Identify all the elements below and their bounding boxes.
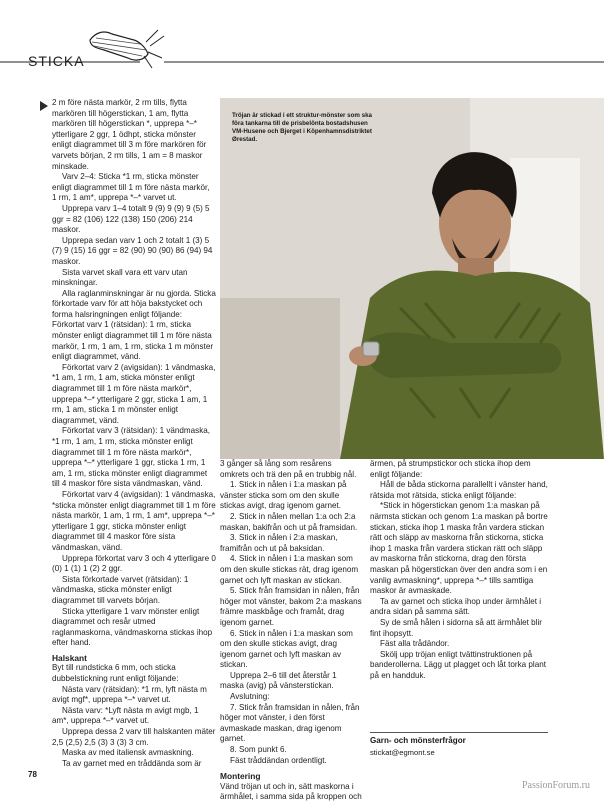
photo-caption: Tröjan är stickad i ett struktur-mönster som ska föra tankarna till de prisbelönta bostadshusen VM-Husene och Bjerget i Köpenhamnsdistriktet Ørestad. xyxy=(232,112,372,143)
section-heading-montering: Montering xyxy=(220,771,261,782)
instruction-paragraph: Förkortat varv 3 (rätsidan): 1 vändmaska, *1 rm, 1 am, 1 rm, sticka mönster enligt diagrammet till 1 m före nästa markör*, upprepa *–* ytterligare 1 ggr, sticka 1 rm, 1 am, 1 rm, sticka mönster enligt diagrammet till 4 maskor före sista vändmaskan, vänd. xyxy=(52,426,210,489)
instruction-paragraph: 5. Stick från framsidan in nålen, från höger mot vänster, bakom 2:a maskans främre maskbåge och framåt, drag igenom garnet. xyxy=(220,586,362,627)
instruction-paragraph: ärmen, på strumpstickor och sticka ihop dem enligt följande: xyxy=(370,459,531,479)
instruction-paragraph: Skölj upp tröjan enligt tvättinstruktionen på banderollerna. Lägg ut plagget och låt torka plant på en handduk. xyxy=(370,649,546,680)
instruction-paragraph: Ta av garnet och sticka ihop under ärmhålet i andra sidan på samma sätt. xyxy=(370,596,542,617)
instruction-paragraph: 1. Stick in nålen i 1:a maskan på vänster sticka som om den skulle stickas avigt, drag igenom garnet. xyxy=(220,480,347,511)
instruction-paragraph: *Stick in högerstickan genom 1:a maskan på närmsta stickan och genom 1:a maskan på bortre stickan, sticka ihop 1 maska från vardera stickan rätt och släpp av maskorna från stickorna, sticka ihop 1 maska från vardera stickan rätt och släpp av maskorna från stickorna, drag den första maskan på högerstickan över den andra som i en vanlig avmaskning*, upprepa *–* tills samtliga maskor är avmaskade. xyxy=(370,501,548,596)
continue-arrow-icon xyxy=(40,101,48,111)
yarn-skein-icon xyxy=(0,0,604,70)
instruction-paragraph: Förkortat varv 2 (avigsidan): 1 vändmaska, *1 am, 1 rm, 1 am, sticka mönster enligt diagrammet till 1 m före nästa markör*, upprepa *–* ytterligare 2 ggr, sticka 1 am, 1 rm, 1 am, sticka 1 m mönster enligt diagrammet, vänd. xyxy=(52,362,216,425)
instruction-paragraph: Upprepa dessa 2 varv till halskanten mäter 2,5 (2,5) 2,5 (3) 3 (3) 3 cm. xyxy=(52,727,216,747)
instruction-paragraph: Vänd tröjan ut och in, sätt maskorna i ärmhålet, i samma sida på kroppen och xyxy=(220,781,362,802)
section-label: STICKA xyxy=(28,53,85,69)
instruction-paragraph: Nästa varv: *Lyft nästa m avigt mgb, 1 am*, upprepa *–* varvet ut. xyxy=(52,705,199,726)
model-photo xyxy=(220,98,604,459)
instruction-paragraph: Förkortat varv 4 (avigsidan): 1 vändmaska, *sticka mönster enligt diagrammet till 1 m före nästa markör, 1 am, 1 rm, 1 am*, upprepa *–* ytterligare 1 ggr, sticka mönster enligt diagrammet till 4 maskor före sista vändmaskan, vänd. xyxy=(52,489,216,552)
page-header xyxy=(0,20,604,69)
column-1 xyxy=(52,98,216,769)
instruction-paragraph: Upprepa 2–6 till det återstår 1 maska (avig) på vänsterstickan. xyxy=(220,670,337,691)
instruction-paragraph: Maska av med italiensk avmaskning. xyxy=(62,748,194,758)
instruction-paragraph: Sista förkortade varvet (rätsidan): 1 vändmaska, sticka mönster enligt diagrammet till varvets början. xyxy=(52,574,189,605)
instruction-paragraph: 2 m före nästa markör, 2 rm tills, flytta markören till högerstickan, 1 am, flytta markören till högerstickan *, upprepa *–* ytterligare 2 ggr, 1 ödhpt, sticka mönster enligt diagrammet till 3 m före markören för varvets början, 2 rm tills, 1 am = 8 maskor minskade. xyxy=(52,98,207,171)
instruction-paragraph: Håll de båda stickorna parallellt i vänster hand, rätsida mot rätsida, sticka enligt följande: xyxy=(370,480,548,500)
contact-title: Garn- och mönsterfrågor xyxy=(370,736,466,745)
instruction-paragraph: Upprepa förkortat varv 3 och 4 ytterligare 0 (0) 1 (1) 1 (2) 2 ggr. xyxy=(52,553,216,574)
instruction-paragraph: Avslutning: xyxy=(230,692,270,702)
instruction-paragraph: 4. Stick in nålen i 1:a maskan som om den skulle stickas rät, drag igenom garnet och lyft maskan av stickan. xyxy=(220,554,359,585)
instruction-paragraph: Byt till rundsticka 6 mm, och sticka dubbelstickning runt enligt följande: xyxy=(52,663,179,684)
instruction-paragraph: Sista varvet skall vara ett varv utan minskningar. xyxy=(52,267,188,288)
instruction-paragraph: 3. Stick in nålen i 2:a maskan, framifrån och ut på baksidan. xyxy=(220,533,338,553)
instruction-paragraph: 8. Som punkt 6. xyxy=(230,745,287,755)
photo-illustration xyxy=(220,98,604,459)
instruction-paragraph: 7. Stick från framsidan in nålen, från höger mot vänster, i den först avmaskade maskan, drag igenom garnet. xyxy=(220,702,360,744)
instruction-paragraph: Alla raglanminskningar är nu gjorda. Sticka förkortade varv för att höja bakstycket och forma halsringningen enligt följande: Förkortat varv 1 (rätsidan): 1 rm, sticka mönster enligt diagrammet till 1 m före nästa markör, 1 rm, 1 am, 1 rm, sticka 1 m mönster enligt diagrammet, vänd. xyxy=(52,288,216,362)
watermark: PassionForum.ru xyxy=(521,780,590,791)
divider xyxy=(370,732,548,733)
instruction-paragraph: Fäst tråddändan ordentligt. xyxy=(230,755,327,765)
instruction-paragraph: 6. Stick in nålen i 1:a maskan som om den skulle stickas avigt, drag igenom garnet och lyft maskan av stickan. xyxy=(220,628,353,670)
section-heading-halskant: Halskant xyxy=(52,652,87,663)
instruction-paragraph: Sticka ytterligare 1 varv mönster enligt diagrammet och resår utmed raglanmaskorna, vändmaskorna stickas ihop efter hand. xyxy=(52,606,213,648)
instruction-paragraph: Upprepa varv 1–4 totalt 9 (9) 9 (9) 9 (5) 5 ggr = 82 (106) 122 (138) 150 (206) 214 maskor. xyxy=(52,203,210,235)
instruction-paragraph: 3 gånger så lång som resårens omkrets och trä den på en trubbig nål. xyxy=(220,459,357,479)
column-2 xyxy=(220,459,362,803)
page-number: 78 xyxy=(28,770,37,779)
instruction-paragraph: 2. Stick in nålen mellan 1:a och 2:a maskan, bakifrån och ut på framsidan. xyxy=(220,511,358,532)
instruction-paragraph: Varv 2–4: Sticka *1 rm, sticka mönster enligt diagrammet till 1 m före nästa markör, 1 rm, 1 am*, upprepa *–* varvet ut. xyxy=(52,172,210,203)
contact-email: stickat@egmont.se xyxy=(370,748,435,757)
instruction-paragraph: Sy de små hålen i sidorna så att ärmhålet blir fint ihopsytt. xyxy=(370,617,542,638)
instruction-paragraph: Fäst alla trådändor. xyxy=(380,639,450,649)
instruction-paragraph: Ta av garnet med en tråddända som är xyxy=(62,758,202,768)
instruction-paragraph: Nästa varv (rätsidan): *1 rm, lyft nästa m avigt mgf*, upprepa *–* varvet ut. xyxy=(52,684,207,705)
column-3 xyxy=(370,459,548,681)
instruction-paragraph: Upprepa sedan varv 1 och 2 totalt 1 (3) 5 (7) 9 (15) 16 ggr = 82 (90) 90 (90) 86 (94) 94 maskor. xyxy=(52,235,213,266)
